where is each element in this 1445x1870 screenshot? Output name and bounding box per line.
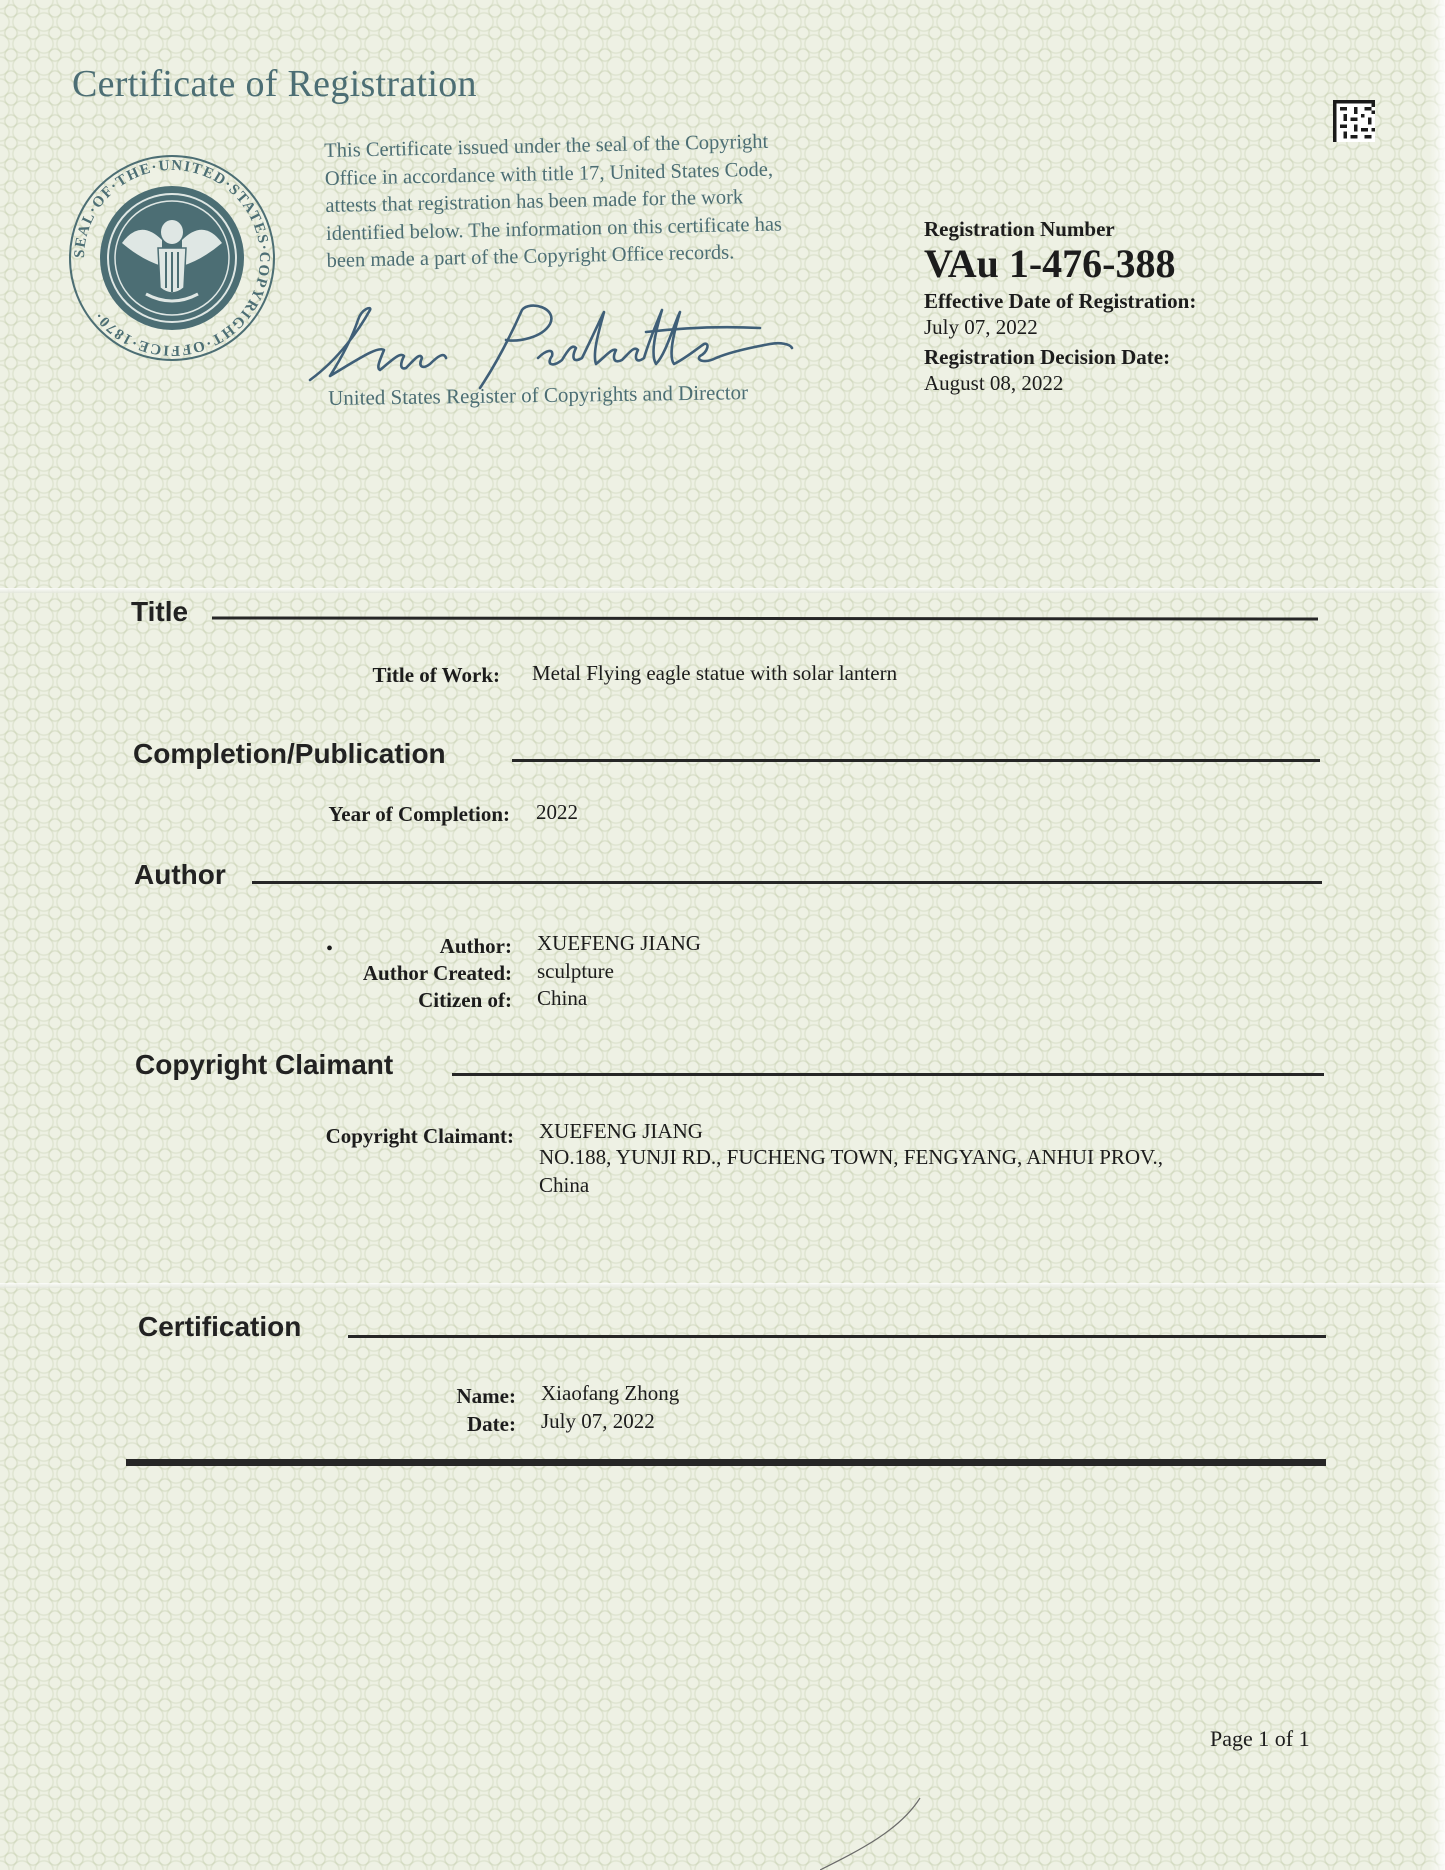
copyright-office-seal-icon [62, 148, 282, 368]
author-value: XUEFENG JIANG [537, 931, 701, 955]
certificate-intro-text [324, 127, 867, 276]
seal-text: SEAL·OF·THE·UNITED·STATES·COPYRIGHT·OFFICE·1870· [71, 157, 273, 359]
registration-block [924, 216, 1196, 400]
intro-line: attests that registration has been made for the work [325, 186, 744, 217]
qr-code-icon [1333, 100, 1375, 142]
section-rule [452, 1073, 1324, 1076]
section-rule [252, 881, 1322, 884]
year-of-completion-label: Year of Completion: [328, 802, 510, 826]
paper-fold-line [0, 1283, 1445, 1288]
decision-date-label: Registration Decision Date: [924, 345, 1171, 369]
effective-date-label: Effective Date of Registration: [924, 289, 1197, 313]
intro-line: been made a part of the Copyright Office records. [326, 241, 735, 272]
paper-fold-line [0, 588, 1445, 593]
copyright-claimant-country: China [539, 1173, 590, 1197]
author-bullet: • [326, 938, 334, 960]
effective-date: July 07, 2022 [924, 315, 1038, 339]
certification-name-label: Name: [456, 1384, 516, 1408]
title-of-work-value: Metal Flying eagle statue with solar lantern [532, 661, 898, 685]
section-title-heading: Title [131, 596, 189, 627]
section-rule [348, 1335, 1326, 1338]
copyright-claimant-address: NO.188, YUNJI RD., FUCHENG TOWN, FENGYANG, ANHUI PROV., [539, 1145, 1164, 1169]
author-created-label: Author Created: [362, 961, 512, 985]
section-completion-heading: Completion/Publication [133, 738, 446, 769]
registration-number: VAu 1-476-388 [924, 241, 1176, 286]
page-edge [1429, 0, 1445, 1870]
certification-date-label: Date: [467, 1412, 516, 1436]
signature-caption: United States Register of Copyrights and Director [328, 380, 749, 410]
section-rule [212, 617, 1318, 621]
section-author-heading: Author [134, 859, 226, 890]
copyright-claimant-label: Copyright Claimant: [325, 1124, 514, 1148]
copyright-claimant-name: XUEFENG JIANG [539, 1119, 703, 1143]
author-created-value: sculpture [537, 959, 614, 983]
year-of-completion-value: 2022 [536, 800, 578, 824]
certificate-title: Certificate of Registration [72, 63, 477, 105]
intro-line: identified below. The information on this certificate has [325, 212, 783, 245]
decision-date: August 08, 2022 [924, 371, 1064, 395]
section-claimant-heading: Copyright Claimant [135, 1049, 394, 1080]
citizen-of-value: China [537, 986, 588, 1010]
citizen-of-label: Citizen of: [418, 988, 512, 1012]
certification-date-value: July 07, 2022 [541, 1409, 655, 1433]
paper-crease [820, 1790, 940, 1870]
closing-rule [126, 1459, 1326, 1466]
author-label: Author: [439, 934, 512, 958]
registration-number-label: Registration Number [924, 217, 1115, 241]
intro-line: Office in accordance with title 17, United States Code, [324, 158, 774, 190]
title-of-work-label: Title of Work: [372, 663, 500, 687]
intro-line: This Certificate issued under the seal of the Copyright [324, 130, 769, 162]
section-certification-heading: Certification [138, 1311, 302, 1342]
section-rule [512, 759, 1320, 762]
certification-name-value: Xiaofang Zhong [541, 1381, 680, 1405]
page-number: Page 1 of 1 [1210, 1726, 1310, 1751]
